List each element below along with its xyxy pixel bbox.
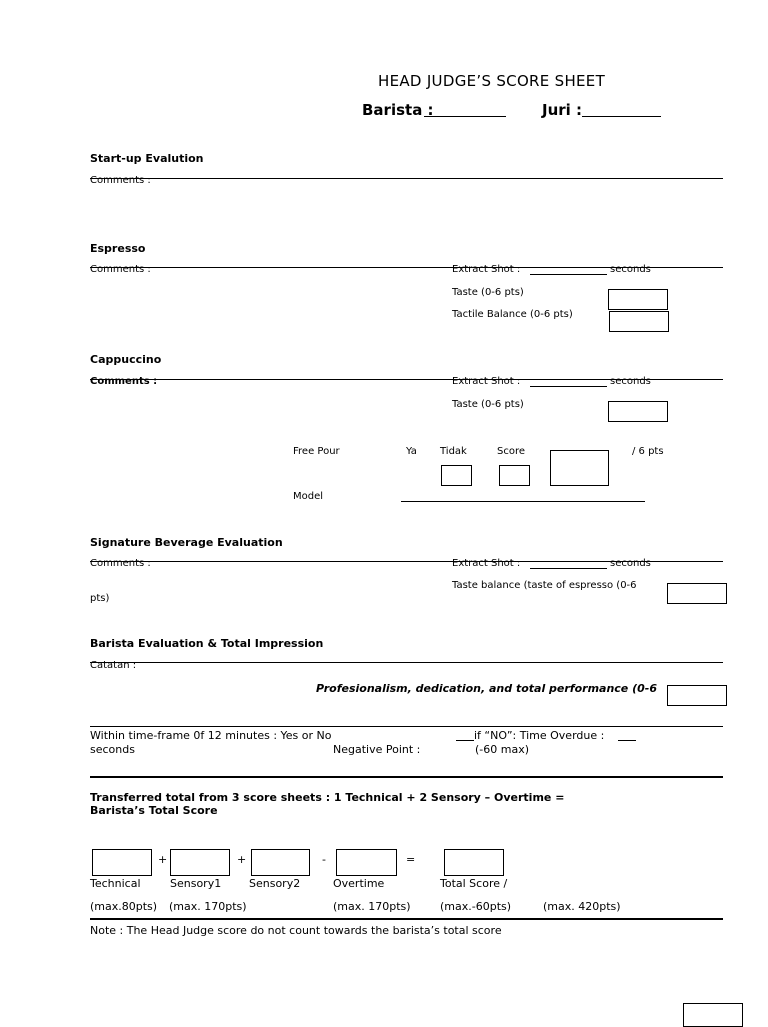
total-max: (max. 420pts): [543, 900, 621, 913]
time-overdue-label: if “NO”: Time Overdue :: [474, 729, 605, 742]
technical-score-box[interactable]: [92, 849, 152, 876]
professionalism-score-box[interactable]: [667, 685, 727, 706]
espresso-taste-score-box[interactable]: [608, 289, 668, 310]
sensory1-label: Sensory1: [170, 877, 222, 890]
footer-note: Note : The Head Judge score do not count towards the barista’s total score: [90, 924, 502, 937]
score-label: Score: [497, 446, 526, 457]
sensory2-label: Sensory2: [249, 877, 301, 890]
cappuccino-comments-label: Comments :: [90, 376, 158, 387]
sensory2-score-box[interactable]: [251, 849, 310, 876]
divider: [90, 726, 723, 727]
cappuccino-extract-label: Extract Shot :: [452, 376, 521, 387]
signature-taste-label: Taste balance (taste of espresso (0-6: [452, 580, 637, 591]
model-field[interactable]: [401, 501, 645, 502]
sensory1-score-box[interactable]: [170, 849, 230, 876]
page-title: HEAD JUDGE’S SCORE SHEET: [378, 72, 606, 90]
cappuccino-extract-field[interactable]: [530, 386, 607, 387]
espresso-seconds-label: seconds: [610, 264, 651, 275]
professionalism-label: Profesionalism, dedication, and total performance (0-6: [316, 682, 657, 695]
signature-seconds-label: seconds: [610, 558, 651, 569]
espresso-comments-label: Comments :: [90, 264, 151, 275]
negative-point-label: Negative Point :: [333, 743, 421, 756]
ya-label: Ya: [406, 446, 417, 457]
cappuccino-seconds-label: seconds: [610, 376, 651, 387]
barista-eval-heading: Barista Evaluation & Total Impression: [90, 637, 324, 650]
plus-operator: +: [158, 853, 168, 866]
negative-max: (max.-60pts): [440, 900, 512, 913]
overtime-score-box[interactable]: [336, 849, 397, 876]
signature-pts-wrap: pts): [90, 593, 110, 604]
startup-heading: Start-up Evalution: [90, 152, 204, 165]
total-description-line2: Barista’s Total Score: [90, 804, 218, 817]
juri-label: Juri :: [542, 101, 583, 119]
cappuccino-taste-score-box[interactable]: [608, 401, 668, 422]
page-corner-box: [683, 1003, 743, 1027]
technical-max: (max.80pts): [90, 900, 158, 913]
divider: [90, 662, 723, 663]
model-label: Model: [293, 491, 324, 502]
espresso-tactile-score-box[interactable]: [609, 311, 669, 332]
cappuccino-taste-label: Taste (0-6 pts): [452, 399, 524, 410]
plus-operator: +: [237, 853, 247, 866]
seconds-label: seconds: [90, 743, 135, 756]
negative-max-label: (-60 max): [475, 743, 530, 756]
total-score-box[interactable]: [444, 849, 504, 876]
total-score-label: Total Score /: [440, 877, 508, 890]
free-pour-ya-box[interactable]: [441, 465, 472, 486]
espresso-extract-label: Extract Shot :: [452, 264, 521, 275]
signature-extract-label: Extract Shot :: [452, 558, 521, 569]
divider: [90, 776, 723, 778]
divider: [90, 178, 723, 179]
signature-comments-label: Comments :: [90, 558, 151, 569]
technical-label: Technical: [90, 877, 141, 890]
espresso-taste-label: Taste (0-6 pts): [452, 287, 524, 298]
espresso-heading: Espresso: [90, 242, 146, 255]
free-pour-label: Free Pour: [293, 446, 340, 457]
signature-heading: Signature Beverage Evaluation: [90, 536, 283, 549]
espresso-tactile-label: Tactile Balance (0-6 pts): [452, 309, 573, 320]
startup-comments-label: Comments :: [90, 175, 151, 186]
equals-operator: =: [406, 853, 416, 866]
free-pour-tidak-box[interactable]: [499, 465, 530, 486]
cappuccino-heading: Cappuccino: [90, 353, 162, 366]
signature-extract-field[interactable]: [530, 568, 607, 569]
free-pour-pts-label: / 6 pts: [632, 446, 664, 457]
signature-taste-score-box[interactable]: [667, 583, 727, 604]
overtime-label: Overtime: [333, 877, 385, 890]
time-overdue-field[interactable]: [618, 740, 636, 741]
barista-label: Barista :: [362, 101, 434, 119]
juri-name-field[interactable]: [582, 116, 661, 117]
timeframe-question: Within time-frame 0f 12 minutes : Yes or No: [90, 729, 332, 742]
espresso-extract-field[interactable]: [530, 274, 607, 275]
tidak-label: Tidak: [440, 446, 467, 457]
divider: [90, 918, 723, 920]
minus-operator: -: [322, 853, 326, 866]
sensory-max: (max. 170pts): [169, 900, 247, 913]
barista-name-field[interactable]: [424, 116, 506, 117]
timeframe-yes-no-field[interactable]: [456, 740, 474, 741]
catatan-label: Catatan :: [90, 660, 137, 671]
free-pour-score-box[interactable]: [550, 450, 609, 486]
overtime-max: (max. 170pts): [333, 900, 411, 913]
total-description-line1: Transferred total from 3 score sheets : 1 Technical + 2 Sensory – Overtime =: [90, 791, 565, 804]
